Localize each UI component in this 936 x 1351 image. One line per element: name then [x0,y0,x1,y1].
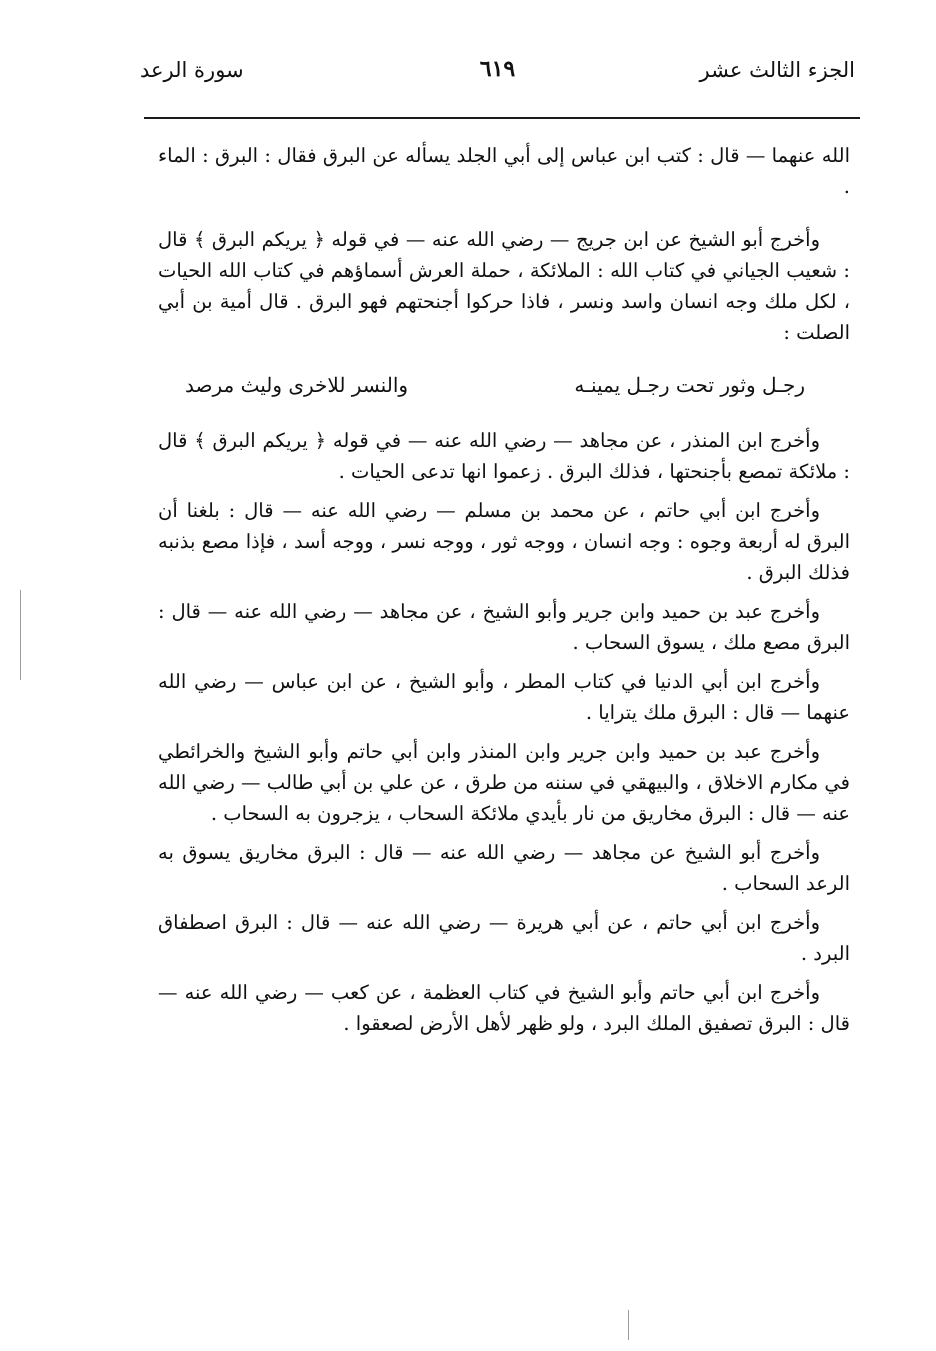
paragraph: وأخرج ابن المنذر ، عن مجاهد — رضي الله عنه — في قوله ﴿ يريكم البرق ﴾ قال : ملائكة تمصع بأجنحتها ، فذلك البرق . زعموا انها تدعى الحيات . [158,429,850,483]
verse-first-hemistich: رجـل وثور تحت رجـل يمينـه [574,373,805,397]
scan-mark [20,590,21,680]
paragraph: وأخرج ابن أبي حاتم وأبو الشيخ في كتاب العظمة ، عن كعب — رضي الله عنه — قال : البرق تصفيق الملك البرد ، ولو ظهر لأهل الأرض لصعقوا . [158,981,850,1035]
surah-title: سورة الرعد [140,58,244,82]
page-number: ٦١٩ [479,56,516,82]
paragraph: وأخرج أبو الشيخ عن ابن جريج — رضي الله عنه — في قوله ﴿ يريكم البرق ﴾ قال : شعيب الجياني في كتاب الله : الملائكة ، حملة العرش أسماؤهم في كتاب الله الحيات ، لكل ملك وجه انسان واسد ونسر ، فاذا حركوا أجنحتهم فهو البرق . قال أمية بن أبي الصلت : [158,228,850,344]
paragraph: وأخرج ابن أبي الدنيا في كتاب المطر ، وأبو الشيخ ، عن ابن عباس — رضي الله عنهما — قال : البرق ملك يترايا . [158,670,850,724]
header-divider [144,117,860,119]
paragraph: وأخرج أبو الشيخ عن مجاهد — رضي الله عنه — قال : البرق مخاريق يسوق به الرعد السحاب . [158,841,850,895]
page-body [158,140,850,1047]
paragraph: وأخرج ابن أبي حاتم ، عن محمد بن مسلم — رضي الله عنه — قال : بلغنا أن البرق له أربعة وجوه : وجه انسان ، ووجه ثور ، ووجه نسر ، ووجه أسد ، فإذا مصع بذنبه فذلك البرق . [158,499,850,584]
verse-second-hemistich: والنسر للاخرى وليث مرصد [185,373,409,397]
paragraph: وأخرج عبد بن حميد وابن جرير وأبو الشيخ ، عن مجاهد — رضي الله عنه — قال : البرق مصع ملك ، يسوق السحاب . [158,600,850,654]
poetry-verse [185,370,805,401]
scan-mark [628,1310,629,1340]
paragraph: وأخرج عبد بن حميد وابن جرير وابن المنذر وابن أبي حاتم وأبو الشيخ والخرائطي في مكارم الاخلاق ، والبيهقي في سننه من طرق ، عن علي بن أبي طالب — رضي الله عنه — قال : البرق مخاريق من نار بأيدي ملائكة السحاب ، يزجرون به السحاب . [158,740,850,825]
part-title: الجزء الثالث عشر [699,58,855,82]
page-header [140,58,855,98]
paragraph: الله عنهما — قال : كتب ابن عباس إلى أبي الجلد يسأله عن البرق فقال : البرق : الماء . [158,144,850,198]
paragraph: وأخرج ابن أبي حاتم ، عن أبي هريرة — رضي الله عنه — قال : البرق اصطفاق البرد . [158,911,850,965]
